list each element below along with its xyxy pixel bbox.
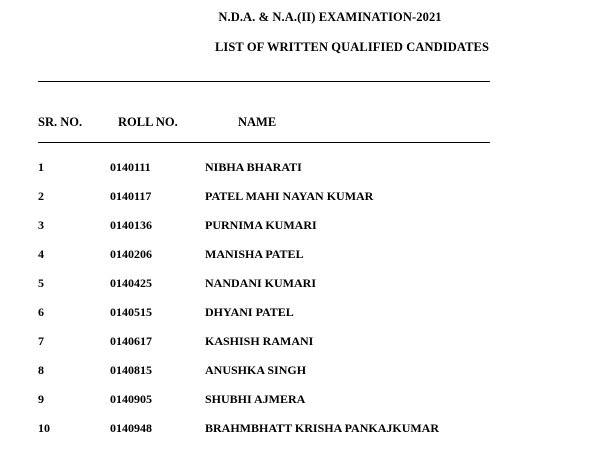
table-row [0, 305, 600, 321]
sr-no-cell: 4 [38, 247, 44, 261]
sr-no-cell: 8 [38, 363, 44, 377]
roll-no-cell: 0140117 [110, 189, 152, 203]
table-row [0, 421, 600, 437]
sr-no-cell: 1 [38, 160, 44, 174]
name-cell: BRAHMBHATT KRISHA PANKAJKUMAR [205, 421, 440, 435]
roll-no-cell: 0140905 [110, 392, 152, 406]
roll-no-cell: 0140425 [110, 276, 152, 290]
roll-no-cell: 0140136 [110, 218, 152, 232]
sr-no-cell: 2 [38, 189, 44, 203]
table-row [0, 160, 600, 176]
sr-no-cell: 6 [38, 305, 44, 319]
table-row [0, 334, 600, 350]
roll-no-cell: 0140815 [110, 363, 152, 377]
name-cell: PATEL MAHI NAYAN KUMAR [205, 189, 374, 203]
table-row [0, 392, 600, 408]
column-header-sr-no: SR. NO. [38, 115, 83, 129]
roll-no-cell: 0140948 [110, 421, 152, 435]
sr-no-cell: 9 [38, 392, 44, 406]
name-cell: ANUSHKA SINGH [205, 363, 307, 377]
name-cell: DHYANI PATEL [205, 305, 294, 319]
column-header-name: NAME [238, 115, 277, 129]
roll-no-cell: 0140206 [110, 247, 152, 261]
name-cell: PURNIMA KUMARI [205, 218, 317, 232]
list-title: LIST OF WRITTEN QUALIFIED CANDIDATES [214, 40, 490, 54]
table-row [0, 189, 600, 205]
name-cell: MANISHA PATEL [205, 247, 304, 261]
header-divider [38, 142, 490, 143]
sr-no-cell: 7 [38, 334, 44, 348]
name-cell: KASHISH RAMANI [205, 334, 314, 348]
table-row [0, 363, 600, 379]
table-row [0, 276, 600, 292]
sr-no-cell: 10 [38, 421, 50, 435]
roll-no-cell: 0140617 [110, 334, 152, 348]
table-row [0, 218, 600, 234]
name-cell: NIBHA BHARATI [205, 160, 302, 174]
name-cell: SHUBHI AJMERA [205, 392, 306, 406]
top-divider [38, 81, 490, 82]
table-row [0, 247, 600, 263]
sr-no-cell: 3 [38, 218, 44, 232]
roll-no-cell: 0140111 [110, 160, 151, 174]
exam-title: N.D.A. & N.A.(II) EXAMINATION-2021 [218, 10, 442, 24]
sr-no-cell: 5 [38, 276, 44, 290]
roll-no-cell: 0140515 [110, 305, 152, 319]
name-cell: NANDANI KUMARI [205, 276, 316, 290]
column-header-roll-no: ROLL NO. [118, 115, 178, 129]
